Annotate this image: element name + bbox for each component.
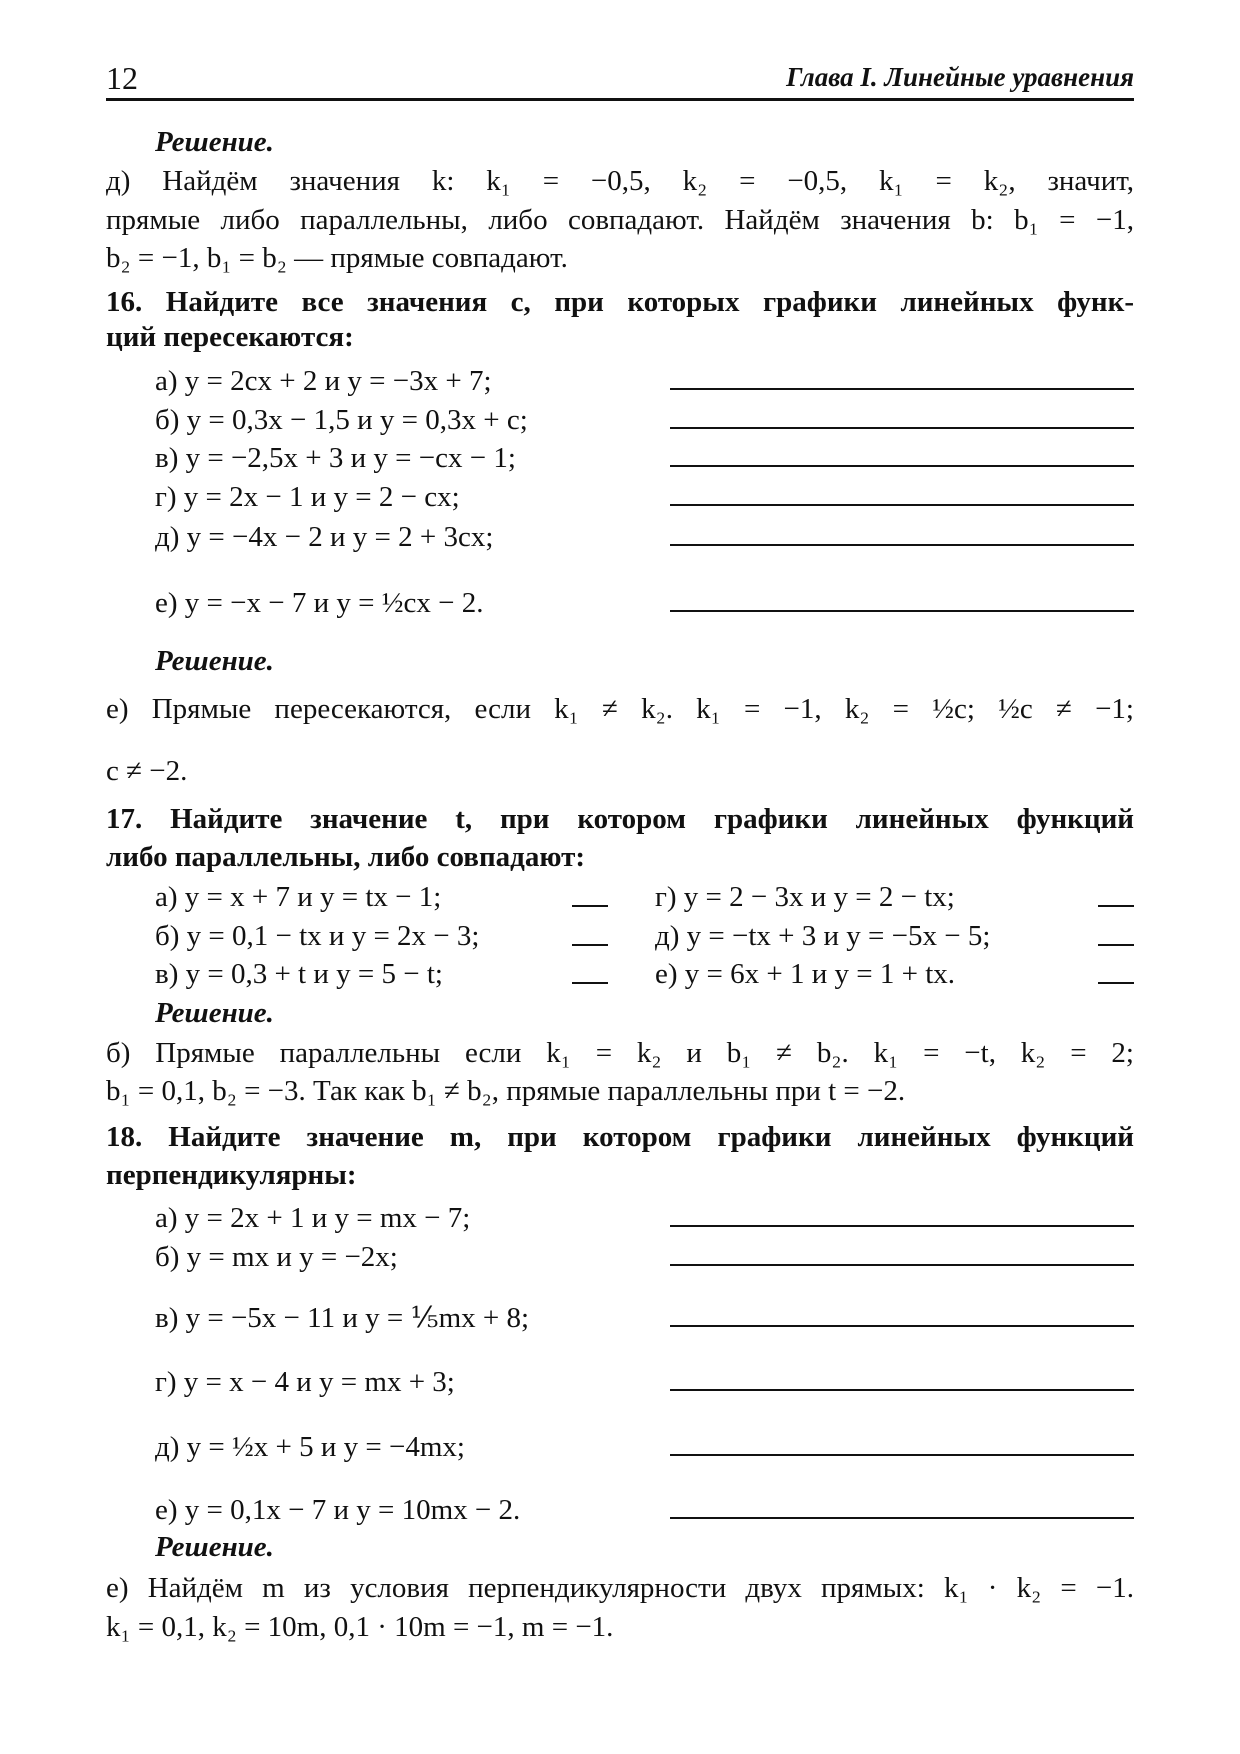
answer-line[interactable] bbox=[670, 1517, 1134, 1519]
task-16-title: ций пересекаются: bbox=[106, 321, 354, 353]
task-18-item-f: е) y = 0,1x − 7 и y = 10mx − 2. bbox=[155, 1494, 521, 1526]
task-17-item-b: б) y = 0,1 − tx и y = 2x − 3; bbox=[155, 920, 480, 952]
text-line: b₁ = 0,1, b₂ = −3. Так как b₁ ≠ b₂, прямые параллельны при t = −2. bbox=[106, 1075, 906, 1107]
page-number: 12 bbox=[106, 60, 138, 96]
task-17-title: либо параллельны, либо совпадают: bbox=[106, 841, 586, 873]
text-line: б) Прямые параллельны если k₁ = k₂ и b₁ ≠ b₂. k₁ = −t, k₂ = 2; bbox=[106, 1037, 1134, 1069]
answer-line[interactable] bbox=[670, 1325, 1134, 1327]
text-line: прямые либо параллельны, либо совпадают. Найдём значения b: b₁ = −1, bbox=[106, 204, 1134, 236]
answer-line[interactable] bbox=[670, 1454, 1134, 1456]
task-18-item-b: б) y = mx и y = −2x; bbox=[155, 1241, 398, 1273]
text-line: c ≠ −2. bbox=[106, 755, 188, 787]
task-16-item-e: д) y = −4x − 2 и y = 2 + 3cx; bbox=[155, 521, 494, 553]
task-16-item-c: в) y = −2,5x + 3 и y = −cx − 1; bbox=[155, 442, 516, 474]
answer-line[interactable] bbox=[670, 1389, 1134, 1391]
answer-line[interactable] bbox=[670, 544, 1134, 546]
task-16-item-b: б) y = 0,3x − 1,5 и y = 0,3x + c; bbox=[155, 404, 528, 436]
task-18-title: перпендикулярны: bbox=[106, 1159, 357, 1191]
answer-line[interactable] bbox=[1098, 944, 1134, 946]
task-18-item-a: а) y = 2x + 1 и y = mx − 7; bbox=[155, 1202, 471, 1234]
solution-label: Решение. bbox=[155, 645, 274, 677]
answer-line[interactable] bbox=[670, 1225, 1134, 1227]
text-line: b₂ = −1, b₁ = b₂ — прямые совпадают. bbox=[106, 242, 568, 274]
answer-line[interactable] bbox=[670, 504, 1134, 506]
chapter-title: Глава I. Линейные уравнения bbox=[786, 62, 1134, 92]
task-17-item-d: г) y = 2 − 3x и y = 2 − tx; bbox=[655, 881, 955, 913]
answer-line[interactable] bbox=[572, 982, 608, 984]
task-16-item-d: г) y = 2x − 1 и y = 2 − cx; bbox=[155, 481, 460, 513]
answer-line[interactable] bbox=[670, 427, 1134, 429]
task-16-item-a: а) y = 2cx + 2 и y = −3x + 7; bbox=[155, 365, 492, 397]
task-18-item-d: г) y = x − 4 и y = mx + 3; bbox=[155, 1366, 455, 1398]
solution-label: Решение. bbox=[155, 1531, 274, 1563]
answer-line[interactable] bbox=[670, 1264, 1134, 1266]
answer-line[interactable] bbox=[572, 944, 608, 946]
task-17-item-a: а) y = x + 7 и y = tx − 1; bbox=[155, 881, 442, 913]
task-16-title: 16. Найдите все значения c, при которых графики линейных функ- bbox=[106, 286, 1134, 318]
text-line: k₁ = 0,1, k₂ = 10m, 0,1 · 10m = −1, m = −1. bbox=[106, 1611, 614, 1643]
text-line: е) Прямые пересекаются, если k₁ ≠ k₂. k₁ = −1, k₂ = ½c; ½c ≠ −1; bbox=[106, 693, 1134, 725]
text-line: е) Найдём m из условия перпендикулярности двух прямых: k₁ · k₂ = −1. bbox=[106, 1572, 1134, 1604]
answer-line[interactable] bbox=[1098, 982, 1134, 984]
header-rule bbox=[106, 98, 1134, 101]
task-17-title: 17. Найдите значение t, при котором графики линейных функций bbox=[106, 803, 1134, 835]
solution-label: Решение. bbox=[155, 126, 274, 158]
answer-line[interactable] bbox=[670, 610, 1134, 612]
answer-line[interactable] bbox=[670, 465, 1134, 467]
task-16-item-f: е) y = −x − 7 и y = ½cx − 2. bbox=[155, 587, 484, 619]
text-line: д) Найдём значения k: k₁ = −0,5, k₂ = −0,5, k₁ = k₂, значит, bbox=[106, 165, 1134, 197]
task-17-item-c: в) y = 0,3 + t и y = 5 − t; bbox=[155, 958, 443, 990]
task-18-title: 18. Найдите значение m, при котором графики линейных функций bbox=[106, 1121, 1134, 1153]
answer-line[interactable] bbox=[572, 905, 608, 907]
answer-line[interactable] bbox=[670, 388, 1134, 390]
task-18-item-c: в) y = −5x − 11 и y = ⅕mx + 8; bbox=[155, 1302, 530, 1334]
task-18-item-e: д) y = ½x + 5 и y = −4mx; bbox=[155, 1431, 465, 1463]
task-17-item-f: е) y = 6x + 1 и y = 1 + tx. bbox=[655, 958, 956, 990]
solution-label: Решение. bbox=[155, 997, 274, 1029]
answer-line[interactable] bbox=[1098, 905, 1134, 907]
task-17-item-e: д) y = −tx + 3 и y = −5x − 5; bbox=[655, 920, 991, 952]
